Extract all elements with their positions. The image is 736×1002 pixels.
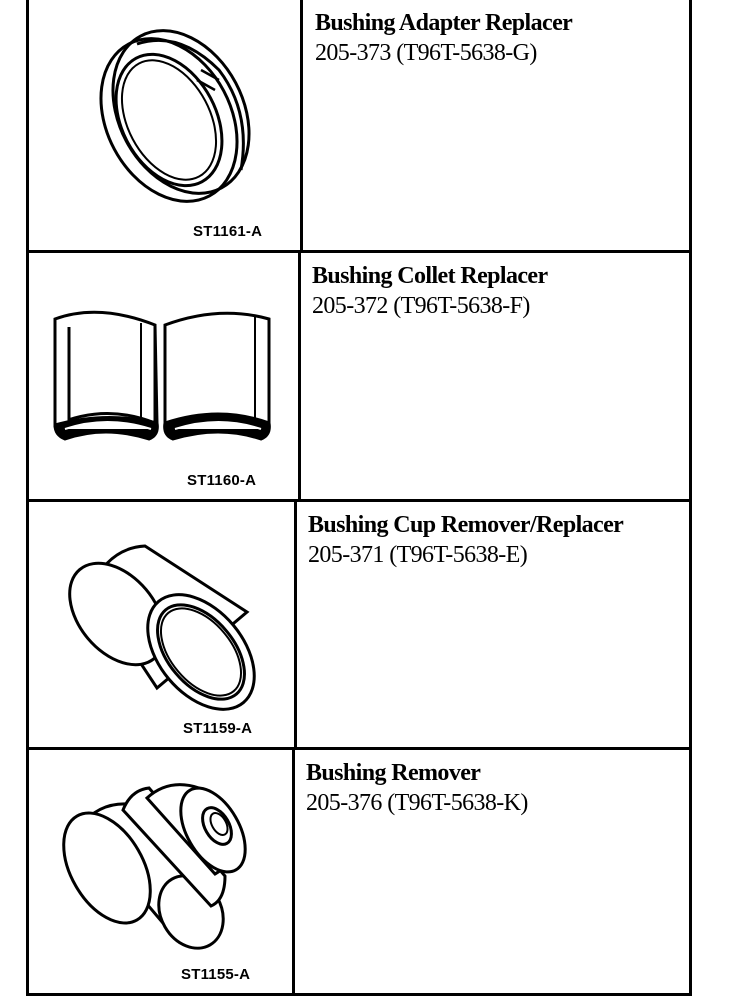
- tool-illustration-cell: [29, 0, 303, 250]
- tool-name: Bushing Adapter Replacer: [315, 10, 573, 36]
- figure-code: ST1161-A: [193, 223, 263, 240]
- ring-adapter-icon: [29, 0, 299, 250]
- tool-table: [26, 0, 692, 996]
- table-row: [29, 499, 689, 747]
- figure-code: ST1159-A: [183, 720, 253, 737]
- tool-description-cell: [303, 0, 689, 250]
- tool-name: Bushing Collet Replacer: [312, 263, 548, 289]
- tool-name: Bushing Remover: [306, 760, 481, 786]
- cup-cylinder-icon: [29, 502, 294, 747]
- tool-name: Bushing Cup Remover/Replacer: [308, 512, 624, 538]
- table-row: [29, 747, 689, 993]
- split-collet-icon: [29, 253, 299, 499]
- tool-description-cell: [301, 253, 689, 499]
- tool-number: 205-373 (T96T-5638-G): [315, 40, 537, 66]
- table-row: [29, 250, 689, 499]
- tool-illustration-cell: [29, 750, 295, 993]
- tool-description-cell: [295, 750, 689, 993]
- tool-description-cell: [297, 502, 689, 747]
- table-row: [29, 0, 689, 250]
- tool-illustration-cell: [29, 253, 301, 499]
- figure-code: ST1155-A: [181, 966, 251, 983]
- tool-number: 205-376 (T96T-5638-K): [306, 790, 528, 816]
- tool-number: 205-371 (T96T-5638-E): [308, 542, 528, 568]
- tool-number: 205-372 (T96T-5638-F): [312, 293, 530, 319]
- tool-illustration-cell: [29, 502, 297, 747]
- stepped-remover-icon: [29, 750, 294, 995]
- figure-code: ST1160-A: [187, 472, 257, 489]
